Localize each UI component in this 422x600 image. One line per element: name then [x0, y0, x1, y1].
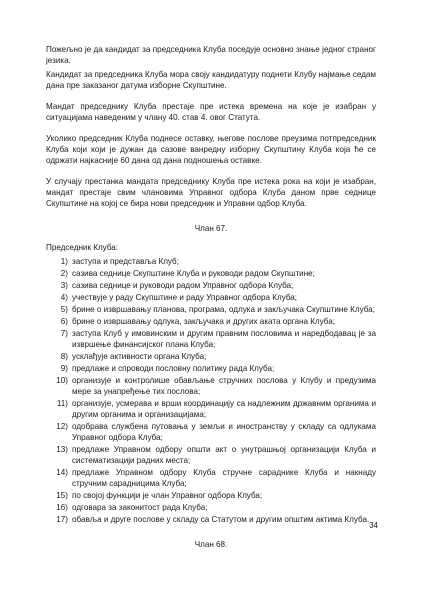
- article-67-intro: Председник Клуба:: [46, 243, 119, 252]
- list-item: [46, 514, 376, 525]
- item-number: 9): [60, 364, 68, 373]
- list-item: [46, 444, 376, 466]
- list-item: [46, 292, 376, 303]
- item-number: 15): [56, 491, 68, 500]
- item-number: 16): [56, 503, 68, 512]
- item-number: 5): [60, 305, 68, 314]
- item-text: обавља и друге послове у складу са Статутом и другим општим актима Клуба.: [72, 515, 370, 524]
- list-item: [46, 304, 376, 315]
- paragraph-candidacy: Кандидат за председника Клуба мора своју кандидатуру поднети Клубу најмање седам дана пре заказаног датума изборне Скупштине.: [46, 70, 376, 90]
- item-text: брине о извршавању одлука, закључака и других аката органа Клуба;: [72, 317, 335, 326]
- list-item: [46, 316, 376, 327]
- item-number: 3): [60, 281, 68, 290]
- item-number: 8): [60, 352, 68, 361]
- list-item: [46, 268, 376, 279]
- item-number: 2): [60, 269, 68, 278]
- page-number: 34: [369, 521, 378, 530]
- item-text: учествује у раду Скупштине и раду Управног одбора Клуба;: [72, 293, 298, 302]
- item-number: 7): [60, 329, 68, 338]
- list-item: [46, 421, 376, 443]
- item-number: 1): [60, 257, 68, 266]
- list-item: [46, 363, 376, 374]
- item-text: организује и контролише обављање стручних послова у Клубу и предузима мере за унапређење тих послова;: [72, 376, 376, 396]
- list-item: [46, 375, 376, 397]
- list-item: [46, 351, 376, 362]
- item-text: предлаже Управном одбору општи акт о унутрашњој организацији Клуба и систематизацији радних места;: [72, 445, 376, 465]
- item-number: 11): [56, 399, 68, 408]
- paragraph-termination: У случају престанка мандата председнику Клуба пре истека рока на који је изабран, мандат престаје свим члановима Управног одбора Клуба даном прве седнице Скупштине на којој се бира нови председник и Управни одбор Клуба.: [46, 177, 376, 208]
- article-67-heading: Члан 67.: [194, 224, 228, 233]
- item-number: 14): [56, 468, 68, 477]
- duties-list: [46, 256, 376, 525]
- list-item: [46, 280, 376, 291]
- item-text: организује, усмерава и врши координацију са надлежним државним органима и другим органима и организацијама;: [72, 399, 376, 419]
- paragraph-mandate: Мандат председнику Клуба престаје пре истека времена на које је изабран у ситуацијама наведеним у члану 40. став 4. овог Статута.: [46, 102, 376, 122]
- item-number: 12): [56, 422, 68, 431]
- list-item: [46, 398, 376, 420]
- list-item: [46, 490, 376, 501]
- article-68-heading: Члан 68.: [194, 540, 228, 549]
- item-text: предлаже и спроводи пословну политику рада Клуба;: [72, 364, 275, 373]
- item-number: 4): [60, 293, 68, 302]
- list-item: [46, 467, 376, 489]
- item-number: 6): [60, 317, 68, 326]
- item-text: одговара за законитост рада Клуба;: [72, 503, 208, 512]
- item-text: одобрава службена путовања у земљи и иностранству у складу са одлукама Управног одбора Клуба;: [72, 422, 376, 442]
- item-number: 10): [56, 376, 68, 385]
- paragraph-resignation: Уколико председник Клуба поднесе оставку, његове послове преузима потпредседник Клуба који који је дужан да сазове ванредну изборну Скупштину Клуба која ће се одржати најкасније 60 дана од дана подношења оставке.: [46, 134, 376, 165]
- list-item: [46, 328, 376, 350]
- item-text: усклађује активности органа Клуба;: [72, 352, 207, 361]
- item-text: по својој функцији је члан Управног одбора Клуба;: [72, 491, 263, 500]
- item-text: предлаже Управном одбору Клуба стручне сараднике Клуба и накнаду стручним сарадницима Клуба;: [72, 468, 376, 488]
- item-number: 17): [56, 515, 68, 524]
- item-number: 13): [56, 445, 68, 454]
- list-item: [46, 256, 376, 267]
- paragraph-language: Пожељно је да кандидат за председника Клуба поседује основно знање једног страног језика.: [46, 45, 376, 65]
- item-text: брине о извршавању планова, програма, одлука и закључака Скупштине Клуба;: [72, 305, 375, 314]
- item-text: сазива седнице и руководи радом Управног одбора Клуба;: [72, 281, 294, 290]
- item-text: заступа и представља Клуб;: [72, 257, 179, 266]
- list-item: [46, 502, 376, 513]
- item-text: сазива седнице Скупштине Клуба и руководи радом Скупштине;: [72, 269, 315, 278]
- item-text: заступа Клуб у имовинским и другим правним пословима и наредбодавац је за извршење финансијског плана Клуба;: [72, 329, 376, 349]
